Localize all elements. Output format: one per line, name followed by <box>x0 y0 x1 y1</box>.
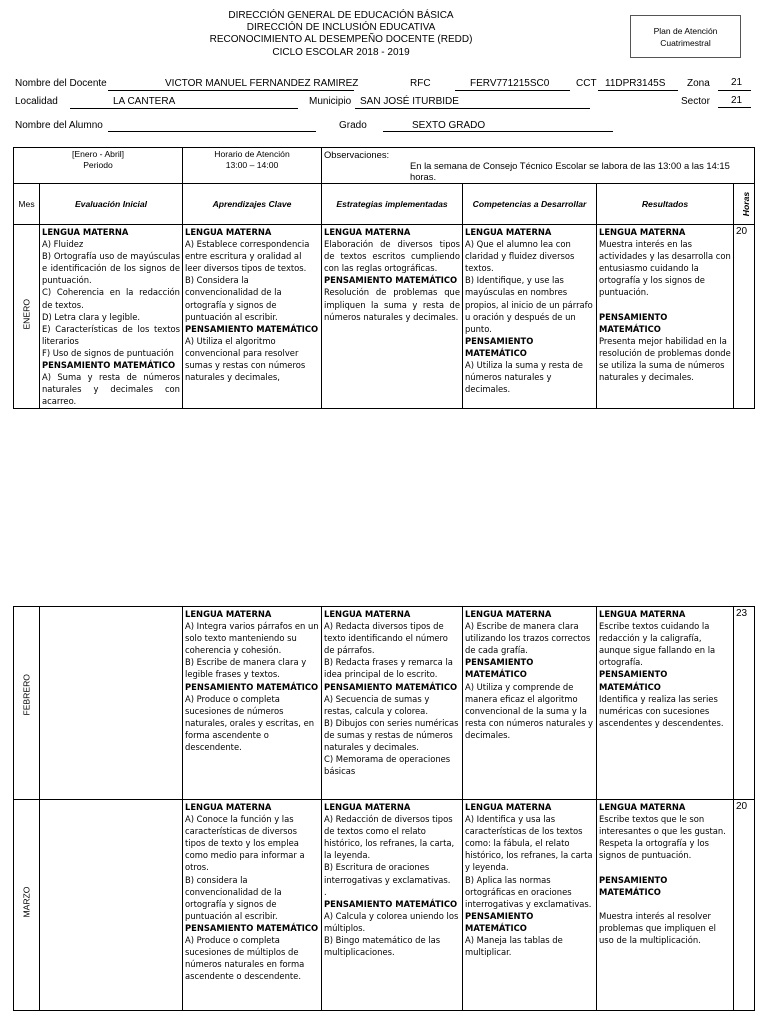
horario-cell <box>183 148 322 184</box>
sector-value: 21 <box>731 95 743 106</box>
section-heading: PENSAMIENTO MATEMÁTICO <box>185 922 319 933</box>
section-heading: LENGUA MATERNA <box>185 802 272 812</box>
month-row-febrero <box>14 607 755 800</box>
section-heading: PENSAMIENTO MATEMÁTICO <box>185 681 319 692</box>
section-heading: PENSAMIENTO MATEMÁTICO <box>42 360 176 371</box>
cell-text: A) Utiliza y comprende de manera eficaz el algoritmo convencional de la suma y la resta con números naturales y decimales. <box>465 681 593 740</box>
horario-value: 13:00 – 14:00 <box>225 160 279 170</box>
period-row <box>14 148 755 184</box>
month-name: ENERO <box>21 298 32 330</box>
rfc-label: RFC <box>410 78 431 89</box>
cell-text: B) Aplica las normas ortográficas en oraciones interrogativas y exclamativas. <box>465 874 592 909</box>
column-header-row <box>14 184 755 225</box>
section-heading: PENSAMIENTO MATEMÁTICO <box>599 669 668 692</box>
cell-text: D) Letra clara y legible. <box>42 311 141 322</box>
localidad-value: LA CANTERA <box>113 96 176 107</box>
alumno-underline <box>108 131 316 132</box>
plan-table-enero <box>13 147 755 409</box>
cell-text: B) considera la convencionalidad de la ortografía y signos de puntuación al escribir. <box>185 874 282 921</box>
alumno-label: Nombre del Alumno <box>15 120 103 131</box>
grado-label: Grado <box>339 120 367 131</box>
col-mes: Mes <box>14 184 40 225</box>
plan-box-line: Cuatrimestral <box>660 37 711 48</box>
col-estrategias: Estrategias implementadas <box>322 184 463 225</box>
cell-text: Elaboración de diversos tipos de textos escritos cumpliendo con las reglas ortográficas. <box>324 239 460 274</box>
aprendizajes-cell <box>183 607 322 800</box>
section-heading: LENGUA MATERNA <box>465 227 552 237</box>
section-heading: PENSAMIENTO MATEMÁTICO <box>324 275 458 286</box>
estrategias-cell <box>322 607 463 800</box>
cell-text: B) Escritura de oraciones interrogativas y exclamativas. <box>324 862 451 885</box>
cell-text: Muestra interés en las actividades y las desarrolla con entusiasmo cuidando la ortografía y los signos de puntuación. <box>599 239 731 298</box>
grado-underline <box>383 131 613 132</box>
month-row-marzo <box>14 800 755 1011</box>
cell-text: B) Bingo matemático de las multiplicaciones. <box>324 935 441 958</box>
localidad-underline <box>70 108 298 109</box>
cell-text: A) Redacción de diversos tipos de textos como el relato histórico, los refranes, la carta, la leyenda. <box>324 814 455 861</box>
municipio-label: Municipio <box>309 96 352 107</box>
month-cell <box>14 607 40 800</box>
cell-text: A) Utiliza el algoritmo convencional para resolver sumas y restas con números naturales y decimales, <box>185 335 306 383</box>
cell-text: Presenta mejor habilidad en la resolución de problemas donde se utiliza la suma de números naturales y decimales. <box>599 335 731 383</box>
section-heading: LENGUA MATERNA <box>599 802 686 812</box>
estrategias-cell <box>322 800 463 1011</box>
cell-text: A) Establece correspondencia entre escritura y oralidad al leer diversos tipos de textos. <box>185 239 310 274</box>
section-heading: PENSAMIENTO MATEMÁTICO <box>185 323 319 334</box>
resultados-cell <box>597 800 734 1011</box>
cell-text: C) Memorama de operaciones básicas <box>324 754 451 777</box>
cell-text: F) Uso de signos de puntuación <box>42 347 174 358</box>
section-heading: LENGUA MATERNA <box>324 802 411 812</box>
zona-underline <box>718 90 751 91</box>
localidad-label: Localidad <box>15 96 58 107</box>
cell-text: C) Coherencia en la redacción de textos. <box>42 287 180 310</box>
section-heading: LENGUA MATERNA <box>324 609 411 619</box>
cell-text: B) Escribe de manera clara y legible frases y textos. <box>185 657 307 680</box>
header-line: CICLO ESCOLAR 2018 - 2019 <box>272 46 410 58</box>
section-heading: PENSAMIENTO MATEMÁTICO <box>599 874 668 897</box>
periodo-cell <box>14 148 183 184</box>
cell-text: A) Integra varios párrafos en un solo texto manteniendo su coherencia y cohesión. <box>185 621 319 656</box>
grado-value: SEXTO GRADO <box>412 120 486 131</box>
cell-text: B) Dibujos con series numéricas de sumas y restas de números naturales y decimales. <box>324 717 459 753</box>
cell-text: Muestra interés al resolver problemas que impliquen el uso de la multiplicación. <box>599 910 716 946</box>
cell-text: A) Redacta diversos tipos de texto identificando el número de párrafos. <box>324 621 448 656</box>
cell-text: Escribe textos que le son interesantes o que les gustan. Respeta la ortografía y los signos de puntuación. <box>599 814 726 861</box>
section-heading: LENGUA MATERNA <box>185 227 272 237</box>
section-heading: PENSAMIENTO MATEMÁTICO <box>599 311 668 334</box>
cell-text: A) Calcula y colorea uniendo los múltiplos. <box>324 910 459 933</box>
plan-table-febrero-marzo <box>13 606 755 1011</box>
cell-text: B) Redacta frases y remarca la idea principal de lo escrito. <box>324 657 453 680</box>
cell-text: Identifica y realiza las series numéricas con sucesiones ascendentes y descendentes. <box>599 693 724 728</box>
evaluacion-cell <box>40 800 183 1011</box>
hours-cell: 23 <box>734 607 755 800</box>
periodo-range: [Enero - Abril] <box>71 149 125 159</box>
section-heading: LENGUA MATERNA <box>42 227 129 237</box>
cell-text: Resolución de problemas que impliquen la suma y resta de números naturales y decimales. <box>324 287 460 322</box>
cct-underline <box>598 90 678 91</box>
cell-text: A) Que el alumno lea con claridad y fluidez diversos textos. <box>465 239 575 274</box>
competencias-cell <box>463 800 597 1011</box>
section-heading: PENSAMIENTO MATEMÁTICO <box>324 898 458 909</box>
header-line: DIRECCIÓN DE INCLUSIÓN EDUCATIVA <box>246 22 436 34</box>
hours-cell: 20 <box>734 225 755 409</box>
municipio-value: SAN JOSÉ ITURBIDE <box>360 96 459 107</box>
section-heading: LENGUA MATERNA <box>465 802 552 812</box>
col-horas <box>734 184 755 225</box>
estrategias-cell <box>322 225 463 409</box>
section-heading: PENSAMIENTO MATEMÁTICO <box>465 910 534 933</box>
resultados-cell <box>597 225 734 409</box>
cell-text: A) Utiliza la suma y resta de números naturales y decimales. <box>465 360 583 395</box>
cell-text: A) Suma y resta de números naturales y decimales con acarreo. <box>42 372 180 407</box>
col-competencias: Competencias a Desarrollar <box>463 184 597 225</box>
evaluacion-cell <box>40 607 183 800</box>
periodo-label: Periodo <box>83 160 113 170</box>
observaciones-text: En la semana de Consejo Técnico Escolar se labora de las 13:00 a las 14:15 horas. <box>410 160 730 182</box>
cell-text: E) Características de los textos literarios <box>42 323 180 346</box>
section-heading: LENGUA MATERNA <box>185 609 272 619</box>
cell-text: A) Escribe de manera clara utilizando los trazos correctos de cada grafía. <box>465 621 591 656</box>
section-heading: PENSAMIENTO MATEMÁTICO <box>324 681 458 692</box>
section-heading: PENSAMIENTO MATEMÁTICO <box>465 335 534 358</box>
zona-label: Zona <box>687 78 710 89</box>
cell-text <box>599 299 731 311</box>
cell-text: A) Produce o completa sucesiones de múltiplos de números naturales en forma ascendente o descendente. <box>185 935 305 982</box>
cct-label: CCT <box>576 78 597 89</box>
docente-label: Nombre del Docente <box>15 78 107 89</box>
month-row-enero <box>14 225 755 409</box>
cell-text: A) Identifica y usa las características de los textos como: la fábula, el relato histórico, los refranes, la carta y leyenda. <box>465 814 593 873</box>
plan-box-line: Plan de Atención <box>653 25 718 36</box>
sector-underline <box>718 107 751 108</box>
competencias-cell <box>463 225 597 409</box>
zona-value: 21 <box>731 77 743 88</box>
document-header <box>0 10 682 59</box>
col-horas-text: Horas <box>741 191 752 217</box>
plan-box <box>630 15 741 58</box>
col-aprendizajes: Aprendizajes Clave <box>183 184 322 225</box>
hours-cell: 20 <box>734 800 755 1011</box>
cell-text: B) Ortografía uso de mayúsculas e identificación de los signos de puntuación. <box>42 251 180 286</box>
col-evaluacion: Evaluación Inicial <box>40 184 183 225</box>
cell-text: B) Identifique, y use las mayúsculas en nombres propios, al inicio de un párrafo u oración y después de un punto. <box>465 275 593 334</box>
docente-value: VICTOR MANUEL FERNANDEZ RAMIREZ <box>165 78 359 89</box>
cell-text: A) Conoce la función y las características de diversos tipos de texto y los emplea como medio para informar a otros. <box>185 814 305 873</box>
cell-text: . <box>324 886 327 897</box>
section-heading: LENGUA MATERNA <box>465 609 552 619</box>
evaluacion-cell <box>40 225 183 409</box>
section-heading: LENGUA MATERNA <box>324 227 411 237</box>
observaciones-label: Observaciones: <box>324 149 390 160</box>
cell-text: A) Maneja las tablas de multiplicar. <box>465 935 563 958</box>
resultados-cell <box>597 607 734 800</box>
month-cell <box>14 800 40 1011</box>
col-resultados: Resultados <box>597 184 734 225</box>
cell-text <box>599 861 731 873</box>
month-name: FEBRERO <box>21 673 32 716</box>
competencias-cell <box>463 607 597 800</box>
aprendizajes-cell <box>183 225 322 409</box>
observaciones-cell <box>322 148 755 184</box>
municipio-underline <box>355 108 590 109</box>
cell-text: A) Produce o completa sucesiones de números naturales, orales y escritas, en forma ascendente o descendente. <box>185 693 315 753</box>
cell-text: A) Secuencia de sumas y restas, calcula y colorea. <box>324 693 430 716</box>
header-line: RECONOCIMIENTO AL DESEMPEÑO DOCENTE (REDD) <box>209 34 473 46</box>
cell-text: Escribe textos cuidando la redacción y la caligrafía, aunque sigue fallando en la ortografía. <box>599 621 716 668</box>
section-heading: LENGUA MATERNA <box>599 227 686 237</box>
cell-text <box>599 898 731 910</box>
sector-label: Sector <box>681 96 710 107</box>
month-name: MARZO <box>21 886 32 918</box>
horario-label: Horario de Atención <box>214 149 290 159</box>
month-cell <box>14 225 40 409</box>
rfc-value: FERV771215SC0 <box>470 78 550 89</box>
cell-text: B) Considera la convencionalidad de la ortografía y signos de puntuación al escribir. <box>185 275 282 322</box>
header-line: DIRECCIÓN GENERAL DE EDUCACIÓN BÁSICA <box>228 10 454 21</box>
section-heading: LENGUA MATERNA <box>599 609 686 619</box>
cct-value: 11DPR3145S <box>605 78 666 89</box>
docente-underline <box>108 90 354 91</box>
aprendizajes-cell <box>183 800 322 1011</box>
cell-text: A) Fluidez <box>42 239 84 250</box>
section-heading: PENSAMIENTO MATEMÁTICO <box>465 657 534 680</box>
rfc-underline <box>455 90 570 91</box>
